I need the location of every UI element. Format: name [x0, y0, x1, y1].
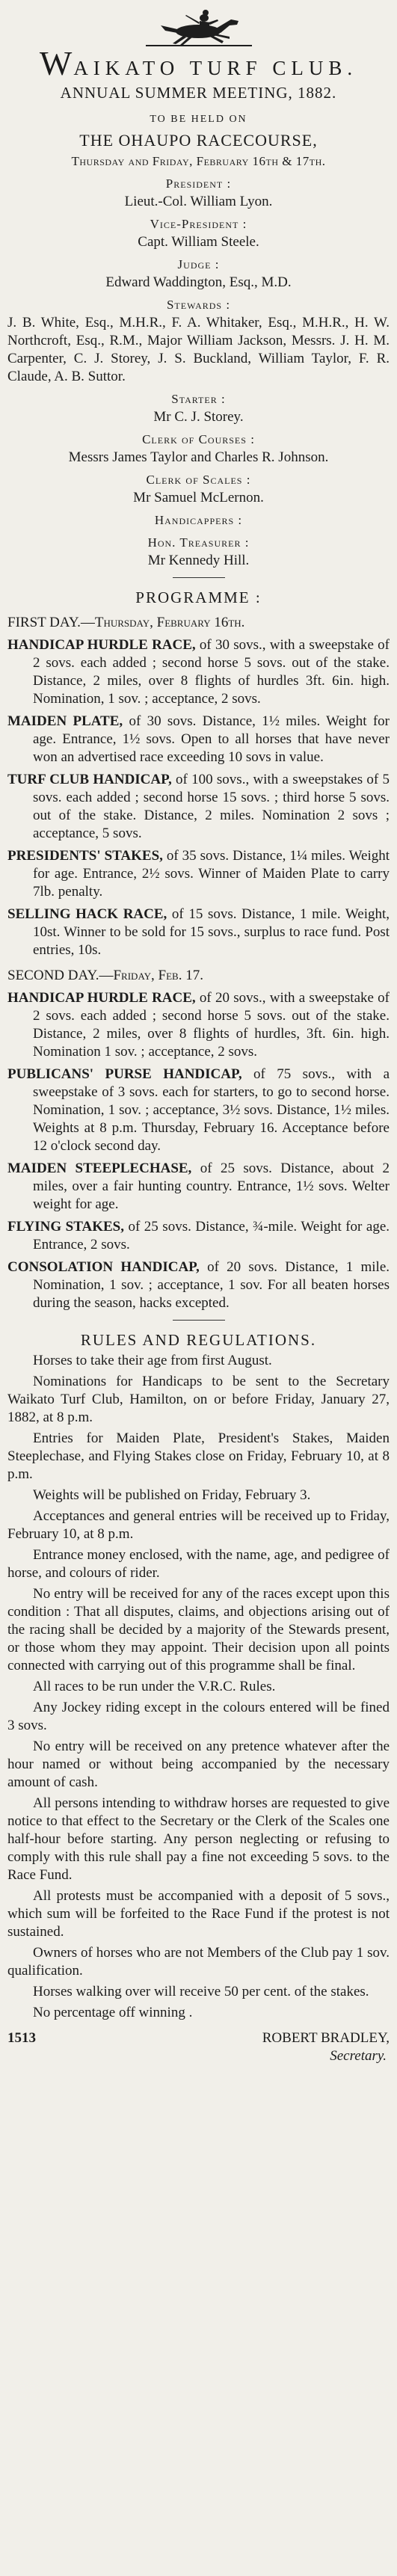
rule-paragraph: Any Jockey riding except in the colours entered will be fined 3 sovs.	[7, 1700, 390, 1733]
race-name: PRESIDENTS' STAKES,	[7, 848, 163, 864]
rules-list	[7, 1352, 390, 2022]
official-role: Starter :	[171, 392, 226, 406]
racehorse-and-jockey-icon	[7, 0, 390, 49]
day-heading	[7, 614, 390, 632]
race-name: PUBLICANS' PURSE HANDICAP,	[7, 1066, 242, 1082]
race-details: of 25 sovs. Distance, about 2 miles, over a fair hunting country. Entrance, 1½ sovs. Welter weight for age.	[33, 1161, 390, 1212]
to-be-held-label: TO BE HELD ON	[150, 114, 247, 125]
official-name: Capt. William Steele.	[138, 234, 259, 250]
official-role: Vice-President :	[150, 217, 247, 231]
race-name: FLYING STAKES,	[7, 1219, 124, 1235]
race-entry	[7, 713, 390, 766]
race-details: of 30 sovs. Distance, 1½ miles. Weight for age. Entrance, 1½ sovs. Open to all horses that have never won an advertised race exceeding 10 sovs in value.	[33, 713, 390, 765]
race-entry	[7, 906, 390, 959]
signatory-name: ROBERT BRADLEY,	[262, 2030, 390, 2046]
rule-paragraph: No percentage off winning .	[33, 2005, 193, 2020]
race-name: SELLING HACK RACE,	[7, 906, 167, 922]
programme-heading: PROGRAMME :	[135, 588, 262, 606]
rule-paragraph: All protests must be accompanied with a deposit of 5 sovs., which sum will be forfeited to the Race Fund if the protest is not sustained.	[7, 1888, 390, 1940]
race-list	[7, 636, 390, 959]
official-role: Clerk of Courses :	[142, 432, 255, 446]
stewards-names: J. B. White, Esq., M.H.R., F. A. Whitaker, Esq., M.H.R., H. W. Northcroft, Esq., R.M., Major William Jackson, Messrs. J. H. M. Carpenter, C. J. Storey, J. S. Buckland, William Taylor, F. R. Claude, A. B. Suttor.	[7, 315, 390, 384]
official-name: Messrs James Taylor and Charles R. Johnson.	[68, 449, 329, 465]
rule-paragraph: No entry will be received on any pretence whatever after the hour named or without being accompanied by the necessary amount of cash.	[7, 1739, 390, 1790]
race-entry	[7, 1218, 390, 1254]
race-details: of 25 sovs. Distance, ¾-mile. Weight for age. Entrance, 2 sovs.	[33, 1219, 390, 1252]
club-title	[7, 44, 390, 82]
race-entry	[7, 1066, 390, 1155]
race-details: of 20 sovs., with a sweepstake of 2 sovs. each added ; second horse 5 sovs. out of the stake. Distance, 2 miles, over 8 flights of hurdles, 3ft. 6in. high. Nomination 1 sov. ; acceptance, 2 sovs.	[33, 990, 390, 1060]
day-label: SECOND DAY.	[7, 968, 99, 983]
meeting-title: ANNUAL SUMMER MEETING, 1882.	[60, 84, 337, 102]
race-name: MAIDEN STEEPLECHASE,	[7, 1161, 192, 1176]
race-entry	[7, 847, 390, 901]
rule-paragraph: Weights will be published on Friday, February 3.	[33, 1487, 311, 1503]
race-details: of 75 sovs., with a sweepstake of 3 sovs. each for starters, to go to second horse. Nomination, 1 sov. ; acceptance, 3½ sovs. Distance, 1½ miles. Weights at 8 p.m. Thursday, February 16. Acceptance before 12 o'clock second day.	[33, 1066, 390, 1154]
day-label: FIRST DAY.	[7, 615, 81, 630]
official-role: Hon. Treasurer :	[147, 535, 250, 550]
race-entry	[7, 989, 390, 1061]
advertisement-number: 1513	[7, 2030, 36, 2046]
rule-paragraph: All races to be run under the V.R.C. Rules.	[33, 1679, 276, 1694]
rule-paragraph: No entry will be received for any of the races except upon this condition : That all disputes, claims, and objections arising out of the racing shall be decided by a majority of the Stewards present, or those whom they may appoint. Their decision upon all points connected with carrying out of this programme shall be final.	[7, 1586, 390, 1673]
rule-paragraph: All persons intending to withdraw horses are requested to give notice to that effect to the Secretary or the Clerk of the Scales one half-hour before starting. Any person neglecting or refusing to comply with this rule shall pay a fine not exceeding 5 sovs. to the Race Fund.	[7, 1795, 390, 1883]
club-title-rest: AIKATO TURF CLUB.	[73, 57, 358, 79]
official-name: Mr Samuel McLernon.	[133, 490, 264, 505]
race-entry	[7, 1258, 390, 1312]
race-name: HANDICAP HURDLE RACE,	[7, 990, 196, 1006]
club-title-initial: W	[39, 44, 74, 82]
race-details: of 30 sovs., with a sweepstake of 2 sovs. each added ; second horse 5 sovs. out of the stake. Distance, 2 miles, over 8 flights of hurdles 3ft. 6in. high. Nomination, 1 sov. ; acceptance, 2 sovs.	[33, 637, 390, 707]
day-date: —Thursday, February 16th.	[80, 615, 245, 630]
official-role: Judge :	[177, 257, 220, 271]
signature-block	[7, 2029, 390, 2047]
official-role: Handicappers :	[154, 513, 243, 527]
race-details: of 35 sovs. Distance, 1¼ miles. Weight for age. Entrance, 2½ sovs. Winner of Maiden Plate to carry 7lb. penalty.	[33, 848, 390, 900]
official-name: Lieut.-Col. William Lyon.	[124, 194, 273, 209]
rule-paragraph: Horses to take their age from first August.	[33, 1353, 272, 1368]
rule-paragraph: Acceptances and general entries will be received up to Friday, February 10, at 8 p.m.	[7, 1508, 390, 1542]
official-name: Mr C. J. Storey.	[153, 409, 244, 425]
day-heading	[7, 967, 390, 985]
rules-heading: RULES AND REGULATIONS.	[80, 1331, 317, 1349]
race-entry	[7, 1160, 390, 1214]
race-entry	[7, 636, 390, 708]
rule-paragraph: Horses walking over will receive 50 per cent. of the stakes.	[33, 1984, 369, 1999]
day-date: —Friday, Feb. 17.	[99, 968, 203, 983]
race-entry	[7, 771, 390, 843]
rule-paragraph: Owners of horses who are not Members of the Club pay 1 sov. qualification.	[7, 1945, 390, 1979]
race-name: MAIDEN PLATE,	[7, 713, 123, 729]
official-role: Clerk of Scales :	[146, 473, 251, 487]
divider	[173, 1320, 225, 1321]
official-role: Stewards :	[166, 298, 231, 312]
race-name: HANDICAP HURDLE RACE,	[7, 637, 196, 653]
divider	[173, 577, 225, 578]
official-name: Edward Waddington, Esq., M.D.	[105, 274, 292, 290]
race-details: of 15 sovs. Distance, 1 mile. Weight, 10st. Winner to be sold for 15 sovs., surplus to race fund. Post entries, 10s.	[33, 906, 390, 958]
venue: THE OHAUPO RACECOURSE,	[79, 131, 318, 150]
rule-paragraph: Entries for Maiden Plate, President's Stakes, Maiden Steeplechase, and Flying Stakes close on Friday, February 10, at 8 p.m.	[7, 1430, 390, 1482]
meeting-dates: Thursday and Friday, February 16th & 17th.	[71, 154, 326, 168]
race-details: of 20 sovs. Distance, 1 mile. Nomination, 1 sov. ; acceptance, 1 sov. For all beaten horses during the season, hacks excepted.	[33, 1259, 390, 1311]
signatory-title: Secretary.	[330, 2048, 387, 2064]
official-name: Mr Kennedy Hill.	[147, 553, 250, 568]
officials-list	[7, 175, 390, 570]
race-name: TURF CLUB HANDICAP,	[7, 772, 172, 787]
race-list	[7, 989, 390, 1312]
rule-paragraph: Entrance money enclosed, with the name, age, and pedigree of horse, and colours of rider.	[7, 1547, 390, 1581]
race-name: CONSOLATION HANDICAP,	[7, 1259, 200, 1275]
rule-paragraph: Nominations for Handicaps to be sent to the Secretary Waikato Turf Club, Hamilton, on or before Friday, January 27, 1882, at 8 p.m.	[7, 1374, 390, 1425]
official-role: President :	[165, 176, 232, 191]
race-details: of 100 sovs., with a sweepstakes of 5 sovs. each added ; second horse 15 sovs. ; third horse 5 sovs. out of the stake. Distance, 2 miles. Nomination 2 sovs ; acceptance, 5 sovs.	[33, 772, 390, 841]
